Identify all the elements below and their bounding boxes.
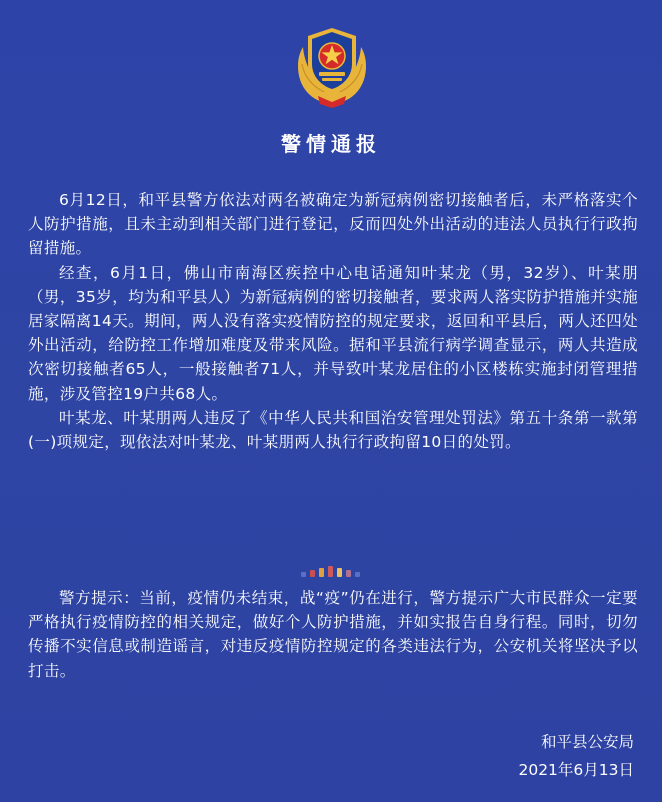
- report-paragraph-1: 6月12日，和平县警方依法对两名被确定为新冠病例密切接触者后，未严格落实个人防护措施，且未主动到相关部门进行登记，反而四处外出活动的违法人员执行行政拘留措施。: [28, 191, 638, 258]
- report-paragraph-3: 叶某龙、叶某朋两人违反了《中华人民共和国治安管理处罚法》第五十条第一款第(一)项规定，现依法对叶某龙、叶某朋两人执行行政拘留10日的处罚。: [28, 408, 638, 452]
- signature-date: 2021年6月13日: [518, 761, 634, 779]
- notice-paragraph: 警方提示：当前，疫情仍未结束，战“疫”仍在进行，警方提示广大市民群众一定要严格执行疫情防控的相关规定，做好个人防护措施，并如实报告自身行程。同时，切勿传播不实信息或制造谣言，对违反疫情防控规定的各类违法行为，公安机关将坚决予以打击。: [28, 589, 638, 680]
- decorative-divider-icon: [299, 566, 363, 578]
- signature-org: 和平县公安局: [540, 733, 634, 751]
- report-body: [28, 188, 638, 454]
- police-emblem-icon: [292, 24, 372, 108]
- report-paragraph-2: 经查，6月1日，佛山市南海区疾控中心电话通知叶某龙（男，32岁）、叶某朋（男，35岁，均为和平县人）为新冠病例的密切接触者，要求两人落实防护措施并实施居家隔离14天。期间，两人没有落实疫情防控的规定要求，返回和平县后，两人还四处外出活动，给防控工作增加难度及带来风险。据和平县流行病学调查显示，两人共造成次密切接触者65人，一般接触者71人，并导致叶某龙居住的小区楼栋实施封闭管理措施，涉及管控19户共68人。: [28, 263, 638, 403]
- police-notice: [28, 586, 638, 683]
- page-title: 警情通报: [281, 132, 381, 156]
